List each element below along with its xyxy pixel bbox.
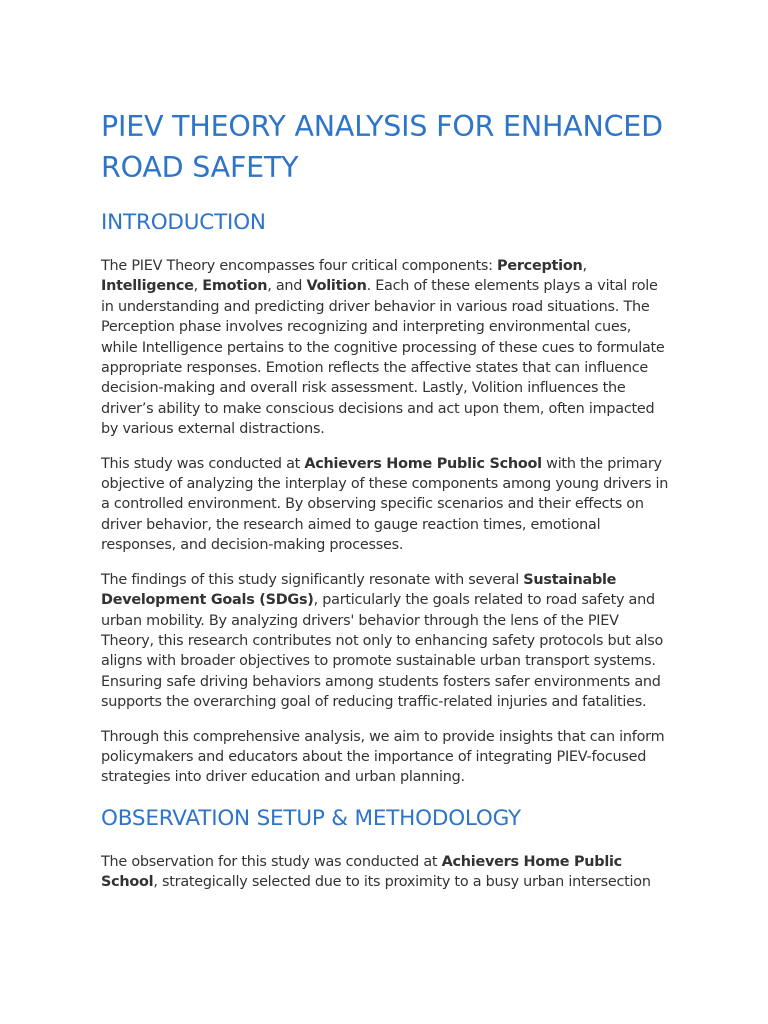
term-volition: Volition — [306, 278, 367, 295]
intro-p1-text-5: . Each of these elements plays a vital role in understanding and predicting driver behavior in various road situations. The Perception phase involves recognizing and interpreting environmental cues, while Intelligence pertains to the cognitive processing of these cues to formulate appropriate responses. Emotion reflects the affective states that can influence decision-making and overall risk assessment. Lastly, Volition influences the driver’s ability to make conscious decisions and act upon them, often impacted by various external distractions. — [101, 278, 665, 438]
intro-p1-text-3: , — [193, 278, 203, 295]
observation-paragraph-1 — [101, 852, 671, 893]
document-page — [101, 106, 671, 907]
intro-p2-text-2: with the primary objective of analyzing the interplay of these components among young drivers in a controlled environment. By observing specific scenarios and their effects on driver behavior, the research aimed to gauge reaction times, emotional responses, and decision-making processes. — [101, 455, 669, 554]
section-heading-observation: OBSERVATION SETUP & METHODOLOGY — [101, 805, 521, 831]
document-title: PIEV THEORY ANALYSIS FOR ENHANCED ROAD SAFETY — [101, 110, 663, 184]
term-intelligence: Intelligence — [101, 278, 194, 295]
intro-p1-text-4: , and — [267, 278, 307, 295]
school-name-2: Achievers Home Public School — [101, 853, 622, 891]
intro-paragraph-1 — [101, 256, 671, 440]
obs-p1-text-2: , strategically selected due to its proximity to a busy urban intersection — [153, 874, 651, 891]
term-emotion: Emotion — [202, 278, 268, 295]
intro-paragraph-3 — [101, 570, 671, 713]
intro-p2-text-1: This study was conducted at — [101, 455, 305, 472]
term-perception: Perception — [497, 258, 583, 274]
intro-p1-text-2: , — [582, 258, 587, 274]
section-heading-introduction: INTRODUCTION — [101, 210, 266, 235]
intro-p1-text-1: The PIEV Theory encompasses four critical components: — [101, 258, 498, 274]
intro-p3-text-1: The findings of this study significantly resonate with several — [101, 571, 524, 588]
intro-paragraph-4: Through this comprehensive analysis, we aim to provide insights that can inform policymakers and educators about the importance of integrating PIEV-focused strategies into driver education and urban planning. — [101, 728, 665, 786]
term-sdgs: Sustainable Development Goals (SDGs) — [101, 571, 617, 609]
obs-p1-text-1: The observation for this study was conducted at — [101, 853, 442, 870]
school-name: Achievers Home Public School — [304, 455, 542, 472]
intro-p3-text-2: , particularly the goals related to road safety and urban mobility. By analyzing drivers' behavior through the lens of the PIEV Theory, this research contributes not only to enhancing safety protocols but also aligns with broader objectives to promote sustainable urban transport systems. Ensuring safe driving behaviors among students fosters safer environments and supports the overarching goal of reducing traffic-related injuries and fatalities. — [101, 592, 664, 711]
intro-paragraph-2 — [101, 454, 671, 556]
